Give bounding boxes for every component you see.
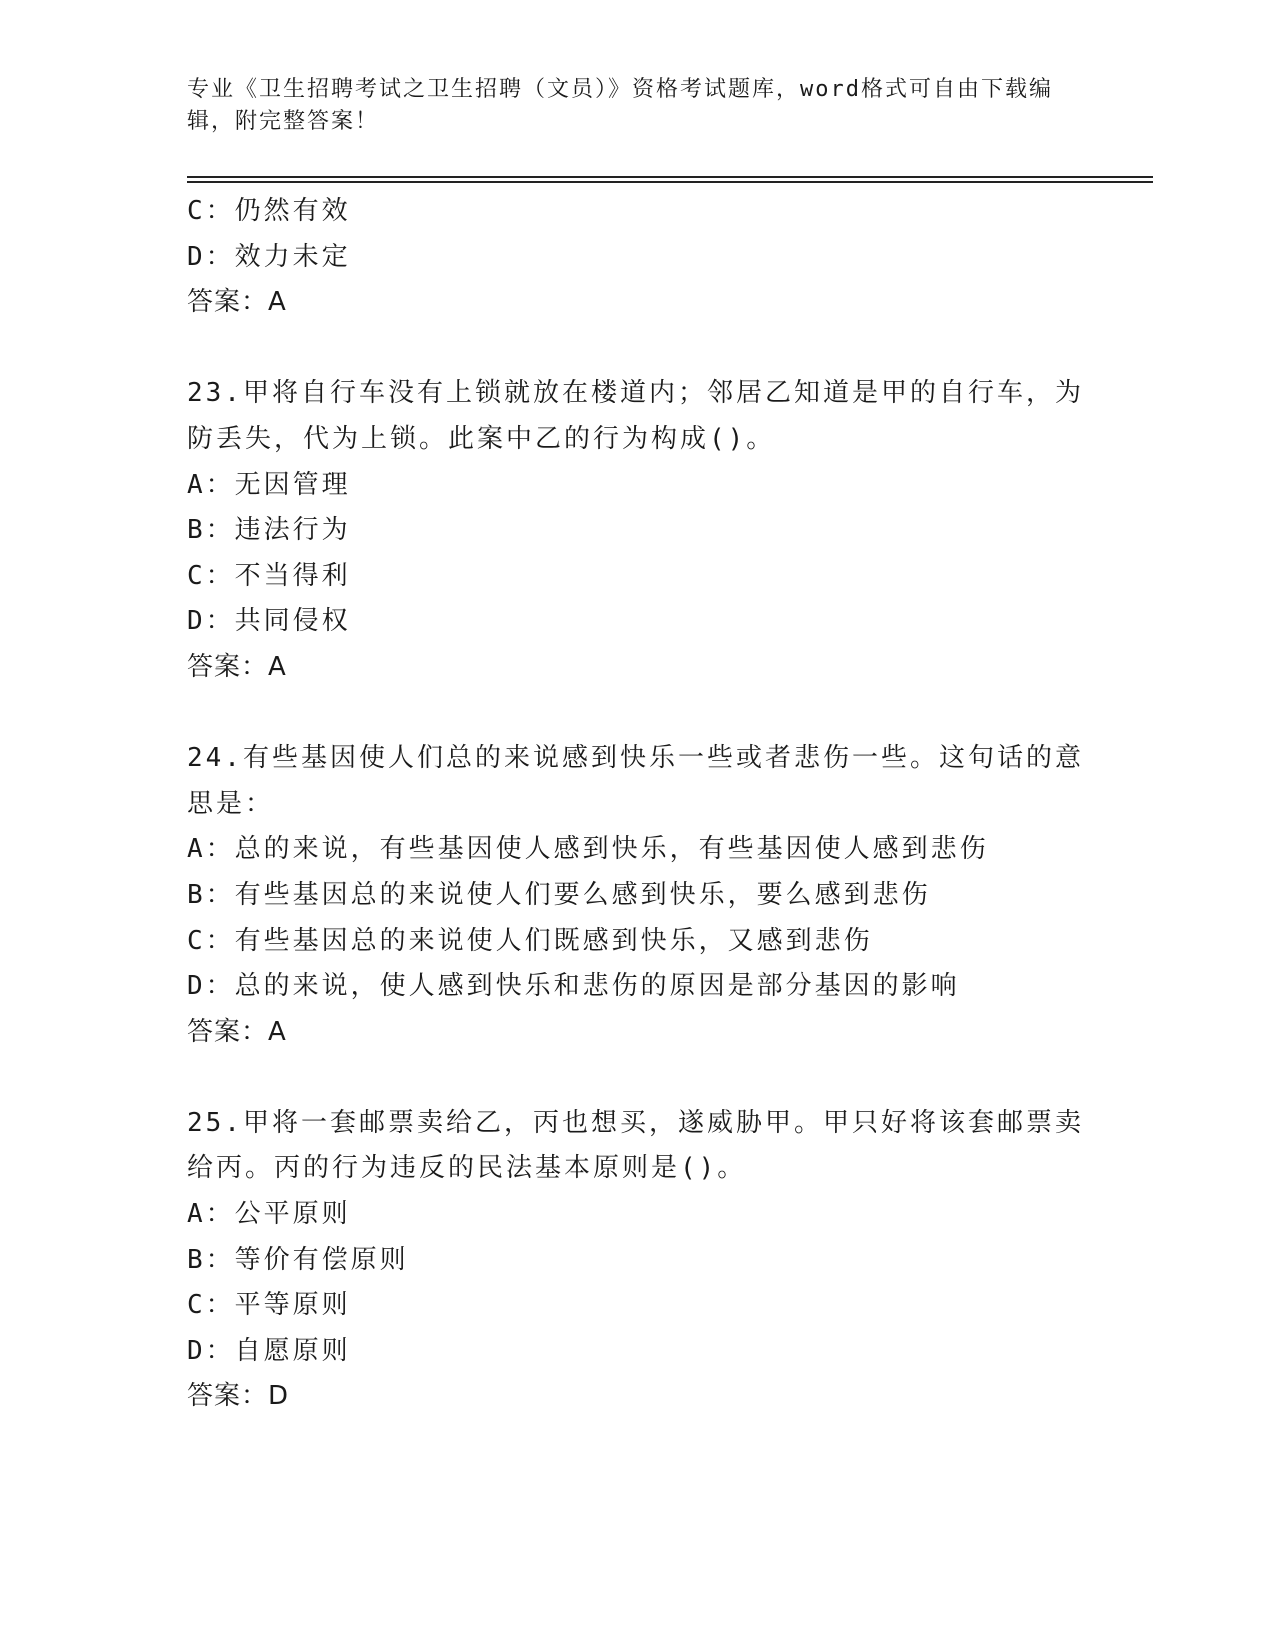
question-text-line: 防丢失，代为上锁。此案中乙的行为构成()。 bbox=[187, 423, 776, 454]
question-text-line: 23.甲将自行车没有上锁就放在楼道内；邻居乙知道是甲的自行车，为 bbox=[187, 378, 1084, 409]
answer-line: 答案：A bbox=[187, 1016, 287, 1047]
option-c: C：仍然有效 bbox=[187, 196, 351, 226]
question-25 bbox=[187, 1101, 1087, 1420]
option-d: D：共同侵权 bbox=[187, 606, 351, 637]
option-b: B：等价有偿原则 bbox=[187, 1244, 409, 1275]
answer-line: 答案：A bbox=[187, 651, 287, 682]
option-a: A：总的来说，有些基因使人感到快乐，有些基因使人感到悲伤 bbox=[187, 834, 989, 865]
option-c: C：有些基因总的来说使人们既感到快乐，又感到悲伤 bbox=[187, 925, 873, 956]
spacer bbox=[187, 326, 1087, 372]
header-text: 专业《卫生招聘考试之卫生招聘（文员）》资格考试题库，word格式可自由下载编辑，附完整答案！ bbox=[187, 77, 1053, 134]
option-c: C：不当得利 bbox=[187, 560, 351, 591]
option-b: B：有些基因总的来说使人们要么感到快乐，要么感到悲伤 bbox=[187, 879, 931, 910]
option-a: A：无因管理 bbox=[187, 469, 351, 500]
option-d: D：总的来说，使人感到快乐和悲伤的原因是部分基因的影响 bbox=[187, 971, 960, 1002]
option-d: D：自愿原则 bbox=[187, 1335, 351, 1366]
answer-line: 答案：D bbox=[187, 1381, 290, 1412]
spacer bbox=[187, 1055, 1087, 1101]
question-text-line: 24.有些基因使人们总的来说感到快乐一些或者悲伤一些。这句话的意 bbox=[187, 743, 1084, 774]
option-d: D：效力未定 bbox=[187, 241, 351, 272]
question-text-line: 25.甲将一套邮票卖给乙，丙也想买，遂威胁甲。甲只好将该套邮票卖 bbox=[187, 1107, 1084, 1138]
header-rule-top bbox=[187, 176, 1153, 178]
question-23 bbox=[187, 371, 1087, 690]
header-rule-bottom bbox=[187, 181, 1153, 183]
option-c: C：平等原则 bbox=[187, 1290, 351, 1321]
question-24 bbox=[187, 736, 1087, 1055]
question-22-continued bbox=[187, 189, 1087, 326]
question-list bbox=[187, 189, 1087, 1420]
spacer bbox=[187, 691, 1087, 737]
answer-line: 答案：A bbox=[187, 287, 287, 318]
document-header bbox=[187, 74, 1087, 138]
option-a: A：公平原则 bbox=[187, 1199, 351, 1230]
option-b: B：违法行为 bbox=[187, 515, 351, 546]
question-text-line: 思是： bbox=[187, 788, 275, 819]
question-text-line: 给丙。丙的行为违反的民法基本原则是()。 bbox=[187, 1153, 747, 1184]
